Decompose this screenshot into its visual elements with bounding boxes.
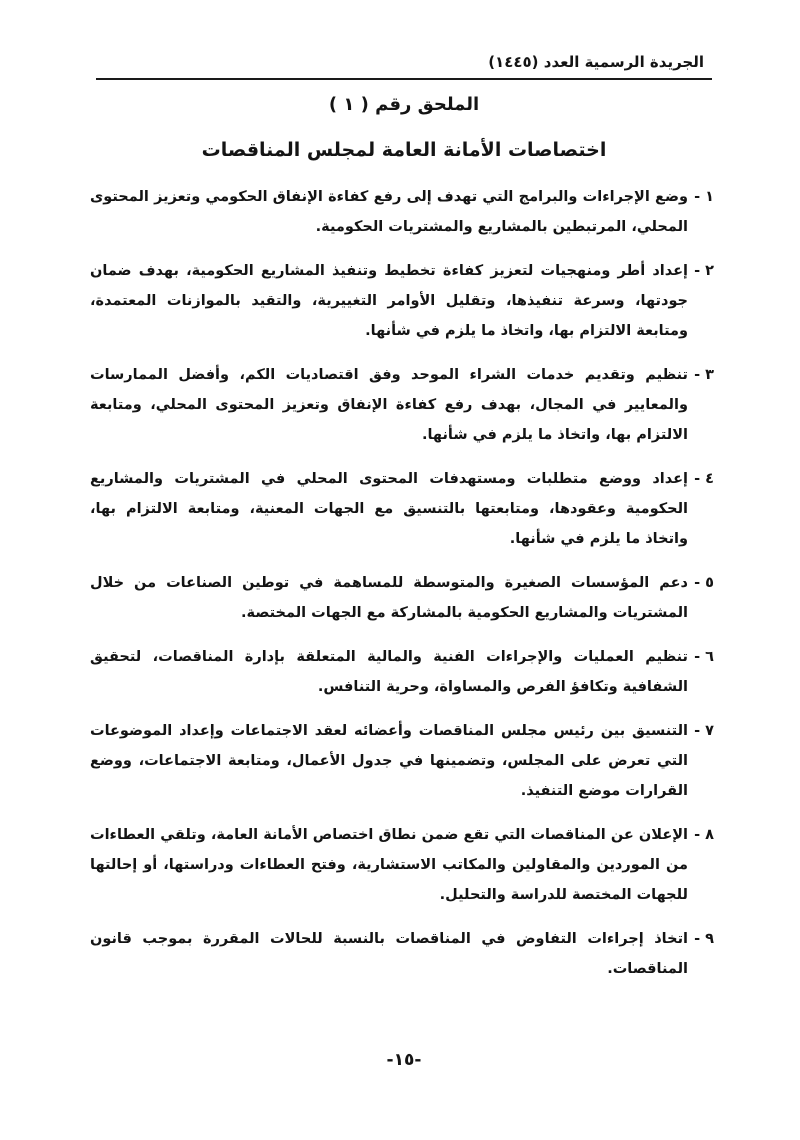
item-number: ٢ - — [694, 263, 714, 279]
item-number: ٧ - — [694, 723, 714, 739]
list-item — [90, 182, 714, 242]
running-header: الجريدة الرسمية العدد (١٤٤٥) — [488, 53, 704, 71]
item-number: ٤ - — [694, 471, 714, 487]
list-item — [90, 642, 714, 702]
list-item — [90, 256, 714, 346]
list-item — [90, 360, 714, 450]
appendix-title: الملحق رقم ( ١ ) — [328, 94, 480, 115]
item-number: ٥ - — [694, 575, 714, 591]
item-text: إعداد أطر ومنهجيات لتعزيز كفاءة تخطيط وتنفيذ المشاريع الحكومية، بهدف ضمان جودتها، وسرعة تنفيذها، وتقليل الأوامر التغييرية، والتقيد بالموازنات المعتمدة، ومتابعة الالتزام بها، واتخاذ ما يلزم في شأنها. — [90, 263, 688, 339]
item-number: ٩ - — [694, 931, 714, 947]
item-number: ٨ - — [694, 827, 714, 843]
item-number: ٦ - — [694, 649, 714, 665]
list-item — [90, 924, 714, 984]
item-text: وضع الإجراءات والبرامج التي تهدف إلى رفع كفاءة الإنفاق الحكومي وتعزيز المحتوى المحلي، المرتبطين بالمشاريع والمشتريات الحكومية. — [90, 189, 688, 235]
competencies-list — [90, 182, 714, 998]
page-number: -١٥- — [386, 1050, 422, 1070]
list-item — [90, 464, 714, 554]
list-item — [90, 716, 714, 806]
page-title: اختصاصات الأمانة العامة لمجلس المناقصات — [201, 139, 607, 161]
item-text: الإعلان عن المناقصات التي تقع ضمن نطاق اختصاص الأمانة العامة، وتلقي العطاءات من الموردين والمقاولين والمكاتب الاستشارية، وفتح العطاءات ودراستها، أو إحالتها للجهات المختصة للدراسة والتحليل. — [90, 827, 688, 903]
item-number: ٣ - — [694, 367, 714, 383]
list-item — [90, 820, 714, 910]
item-text: تنظيم العمليات والإجراءات الفنية والمالية المتعلقة بإدارة المناقصات، لتحقيق الشفافية وتكافؤ الفرص والمساواة، وحرية التنافس. — [90, 649, 688, 695]
item-number: ١ - — [694, 189, 714, 205]
item-text: إعداد ووضع متطلبات ومستهدفات المحتوى المحلي في المشتريات والمشاريع الحكومية وعقودها، ومتابعتها بالتنسيق مع الجهات المعنية، ومتابعة الالتزام بها، واتخاذ ما يلزم في شأنها. — [90, 471, 688, 547]
item-text: التنسيق بين رئيس مجلس المناقصات وأعضائه لعقد الاجتماعات وإعداد الموضوعات التي تعرض على المجلس، وتضمينها في جدول الأعمال، ومتابعة الاجتماعات، ووضع القرارات موضع التنفيذ. — [90, 723, 688, 799]
item-text: تنظيم وتقديم خدمات الشراء الموحد وفق اقتصاديات الكم، وأفضل الممارسات والمعايير في المجال، بهدف رفع كفاءة الإنفاق وتعزيز المحتوى المحلي، ومتابعة الالتزام بها، واتخاذ ما يلزم في شأنها. — [90, 367, 688, 443]
list-item — [90, 568, 714, 628]
item-text: دعم المؤسسات الصغيرة والمتوسطة للمساهمة في توطين الصناعات من خلال المشتريات والمشاريع الحكومية بالمشاركة مع الجهات المختصة. — [90, 575, 688, 621]
header-divider — [96, 78, 712, 80]
item-text: اتخاذ إجراءات التفاوض في المناقصات بالنسبة للحالات المقررة بموجب قانون المناقصات. — [90, 931, 688, 977]
